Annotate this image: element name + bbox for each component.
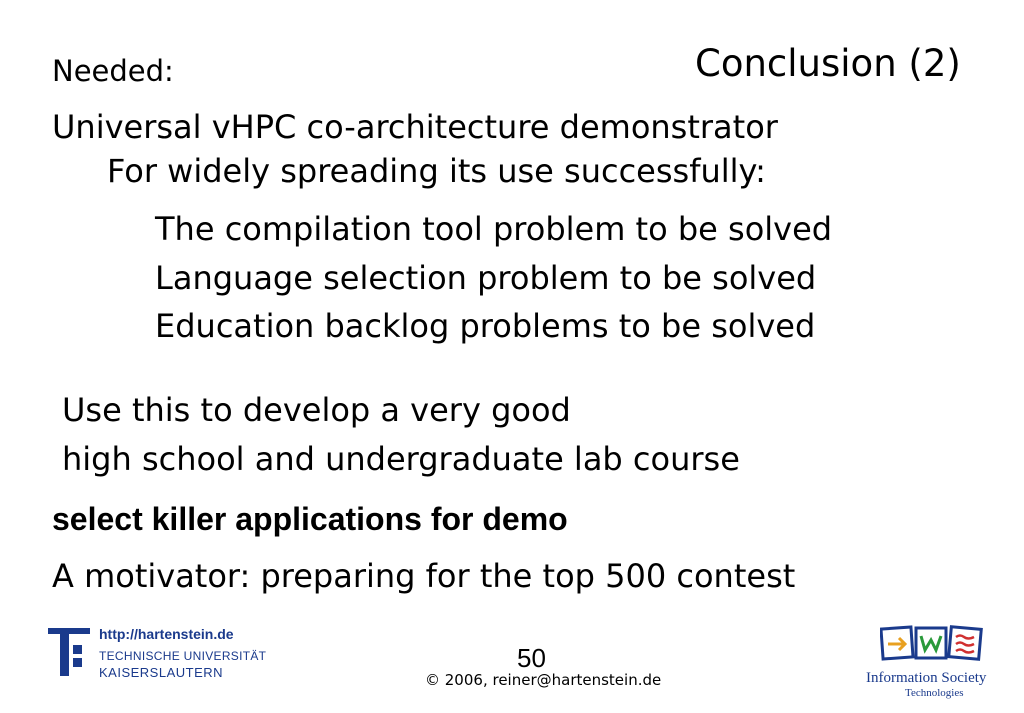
logo-dot: [73, 658, 82, 667]
page-number: 50: [517, 643, 546, 673]
logo-bar: [48, 628, 90, 634]
text-line: Language selection problem to be solved: [155, 259, 817, 297]
text-line: high school and undergraduate lab course: [62, 440, 740, 478]
logo-dot: [73, 645, 82, 654]
text-line: Education backlog problems to be solved: [155, 307, 816, 345]
tu-url[interactable]: http://hartenstein.de: [99, 626, 234, 642]
logo-stem: [60, 634, 69, 676]
text-line: Universal vHPC co-architecture demonstrator: [52, 108, 778, 146]
text-line: A motivator: preparing for the top 500 contest: [52, 557, 796, 595]
information-society-logo: [880, 622, 985, 667]
text-line: Use this to develop a very good: [62, 391, 571, 429]
is-title: Information Society: [866, 670, 987, 686]
is-subtitle: Technologies: [905, 687, 964, 699]
copyright: © 2006, reiner@hartenstein.de: [425, 671, 662, 689]
text-line: For widely spreading its use successfully:: [107, 152, 766, 190]
slide-title: Conclusion (2): [695, 42, 961, 85]
tu-name: TECHNISCHE UNIVERSITÄT: [99, 649, 267, 663]
needed-label: Needed:: [52, 54, 174, 88]
tu-name: KAISERSLAUTERN: [99, 665, 224, 680]
highlight-line: select killer applications for demo: [52, 501, 568, 537]
logo-box: [949, 627, 982, 660]
text-line: The compilation tool problem to be solved: [155, 210, 833, 248]
